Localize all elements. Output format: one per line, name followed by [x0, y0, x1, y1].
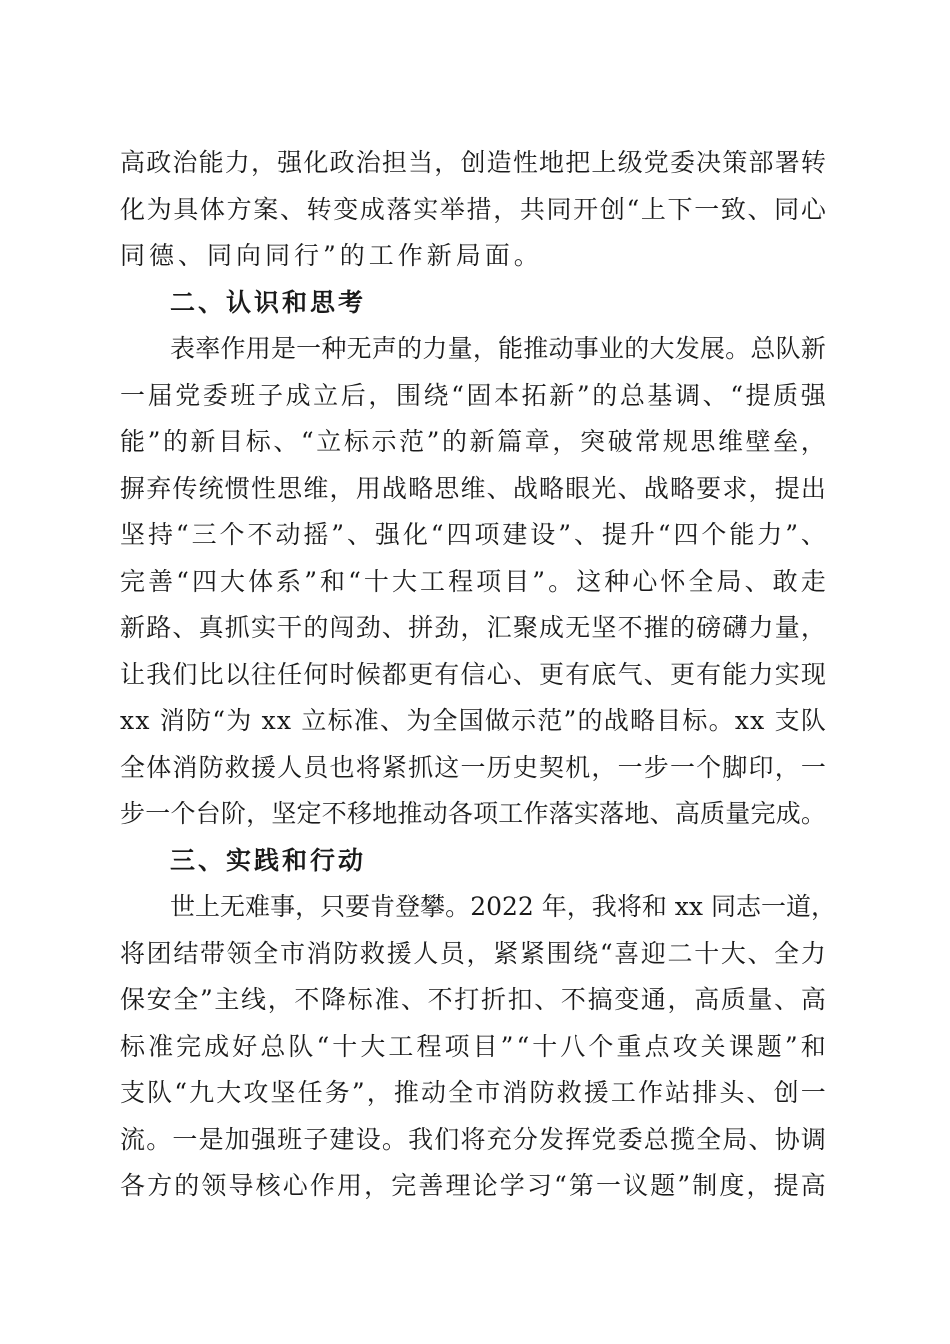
text-line-9: 坚 持 “ 三 个 不 动 摇 ” 、 强 化 “ 四 项 建 设 ” 、 提 升 “ 四 个 能 力 ” 、 [120, 520, 826, 549]
text-line-15: 步 一 个 台 阶 ， 坚 定 不 移 地 推 动 各 项 工 作 落 实 落 地 、 高 质 量 完 成 。 [120, 799, 826, 828]
text-line-18: 将 团 结 带 领 全 市 消 防 救 援 人 员 ， 紧 紧 围 绕 “ 喜 迎 二 十 大 、 全 力 [120, 938, 826, 968]
text-line-12: 让 我 们 比 以 往 任 何 时 候 都 更 有 信 心 、 更 有 底 气 、 更 有 能 力 实 现 [120, 659, 826, 689]
text-line-17: 世 上 无 难 事 ， 只 要 肯 登 攀 。 2 0 2 2 年 ， 我 将 和 x x 同 志 一 道 ， [170, 892, 837, 921]
text-line-13: x x 消 防 “ 为 x x 立 标 准 、 为 全 国 做 示 范 ” 的 战 略 目 标 。 x x 支 队 [120, 706, 826, 735]
text-line-5: 表 率 作 用 是 一 种 无 声 的 力 量 ， 能 推 动 事 业 的 大 发 展 。 总 队 新 [170, 334, 826, 363]
text-line-19: 保 安 全 ” 主 线 ， 不 降 标 准 、 不 打 折 扣 、 不 搞 变 通 ， 高 质 量 、 高 [120, 985, 826, 1014]
text-line-7: 能 ” 的 新 目 标 、 “ 立 标 示 范 ” 的 新 篇 章 ， 突 破 常 规 思 维 壁 垒 ， [120, 427, 826, 456]
text-line-10: 完 善 “ 四 大 体 系 ” 和 “ 十 大 工 程 项 目 ” 。 这 种 心 怀 全 局 、 敢 走 [120, 566, 826, 596]
text-line-11: 新 路 、 真 抓 实 干 的 闯 劲 、 拼 劲 ， 汇 聚 成 无 坚 不 摧 的 磅 礴 力 量 ， [120, 613, 826, 642]
text-line-2: 化 为 具 体 方 案 、 转 变 成 落 实 举 措 ， 共 同 开 创 “ 上 下 一 致 、 同 心 [120, 194, 826, 224]
text-line-6: 一 届 党 委 班 子 成 立 后 ， 围 绕 “ 固 本 拓 新 ” 的 总 基 调 、 “ 提 质 强 [120, 380, 826, 410]
text-line-1: 高 政 治 能 力 ， 强 化 政 治 担 当 ， 创 造 性 地 把 上 级 党 委 决 策 部 署 转 [120, 148, 826, 177]
text-line-23: 各 方 的 领 导 核 心 作 用 ， 完 善 理 论 学 习 “ 第 一 议 题 ” 制 度 ， 提 高 [120, 1171, 826, 1200]
text-line-8: 摒 弃 传 统 惯 性 思 维 ， 用 战 略 思 维 、 战 略 眼 光 、 战 略 要 求 ， 提 出 [120, 473, 826, 503]
text-line-3: 同德、同向同行”的工作新局面。 [120, 241, 543, 270]
text-line-14: 全 体 消 防 救 援 人 员 也 将 紧 抓 这 一 历 史 契 机 ， 一 步 一 个 脚 印 ， 一 [120, 752, 826, 782]
text-line-20: 标 准 完 成 好 总 队 “ 十 大 工 程 项 目 ” “ 十 八 个 重 点 攻 关 课 题 ” 和 [120, 1031, 826, 1061]
section-heading-3: 三、实践和行动 [170, 845, 367, 875]
text-line-22: 流 。 一 是 加 强 班 子 建 设 。 我 们 将 充 分 发 挥 党 委 总 揽 全 局 、 协 调 [120, 1124, 826, 1154]
section-heading-2: 二、认识和思考 [170, 287, 367, 317]
document-page [120, 140, 837, 1210]
text-line-21: 支 队 “ 九 大 攻 坚 任 务 ” ， 推 动 全 市 消 防 救 援 工 作 站 排 头 、 创 一 [120, 1078, 826, 1107]
